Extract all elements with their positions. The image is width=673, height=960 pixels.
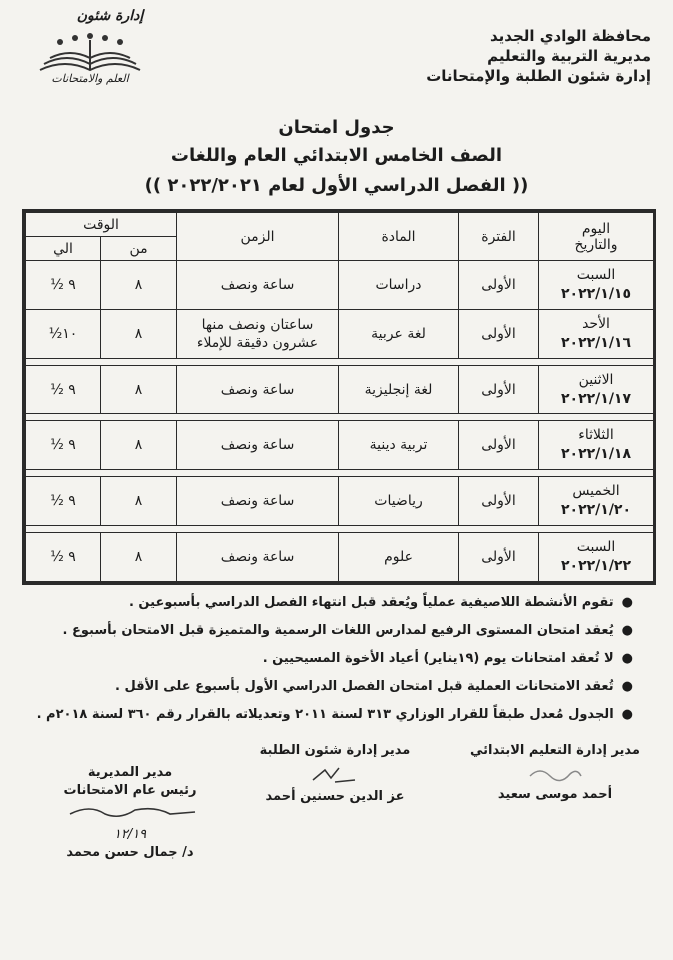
signature-role: مدير المديرية bbox=[87, 765, 173, 780]
separator-cell bbox=[26, 526, 654, 533]
note-text: الجدول مُعدل طبقاً للقرار الوزاري ٣١٣ لسنة ٢٠١١ وتعديلاته بالقرار رقم ٣٦٠ لسنة ٢٠١٨م . bbox=[36, 707, 614, 722]
page-title: جدول امتحان bbox=[278, 117, 395, 138]
subject-cell: لغة عربية bbox=[339, 309, 459, 358]
day-label: الخميس bbox=[572, 483, 620, 500]
table-header-row bbox=[26, 213, 654, 237]
term-title: (( الفصل الدراسي الأول لعام ٢٠٢٢/٢٠٢١ )) bbox=[144, 175, 529, 196]
bullet-icon: ● bbox=[621, 679, 633, 694]
bullet-icon: ● bbox=[621, 707, 633, 722]
day-date-cell bbox=[539, 365, 654, 414]
governorate-line: محافظة الوادي الجديد bbox=[489, 27, 651, 45]
note-text: تُعقد الامتحانات العملية قبل امتحان الفصل الدراسي الأول بأسبوع على الأقل . bbox=[115, 679, 614, 694]
table-row bbox=[26, 421, 654, 470]
date-label: ٢٠٢٢/١/١٨ bbox=[560, 446, 632, 463]
duration-label: ساعة ونصف bbox=[220, 381, 295, 398]
duration-cell bbox=[177, 421, 339, 470]
day-label: الأحد bbox=[582, 315, 610, 332]
duration-cell bbox=[177, 477, 339, 526]
to-cell: ١٠½ bbox=[26, 309, 101, 358]
signature-name: أحمد موسى سعيد bbox=[497, 787, 613, 802]
to-cell: ٩ ½ bbox=[26, 421, 101, 470]
duration-label: ساعة ونصف bbox=[220, 437, 295, 454]
duration-label: ساعتان ونصف منها bbox=[201, 316, 314, 333]
list-item bbox=[33, 678, 633, 696]
signature-scribble-icon bbox=[60, 802, 200, 824]
to-cell: ٩ ½ bbox=[26, 365, 101, 414]
list-item bbox=[33, 594, 633, 612]
signature-directorate bbox=[40, 764, 220, 862]
row-separator bbox=[26, 358, 654, 365]
date-label: ٢٠٢٢/١/١٦ bbox=[560, 334, 632, 351]
duration-label: ساعة ونصف bbox=[220, 549, 295, 566]
from-cell: ٨ bbox=[101, 421, 177, 470]
title-block bbox=[0, 115, 673, 199]
duration-cell bbox=[177, 309, 339, 358]
day-label: الثلاثاء bbox=[578, 427, 614, 444]
period-cell: الأولى bbox=[459, 365, 539, 414]
subject-cell: تربية دينية bbox=[339, 421, 459, 470]
note-text: تقوم الأنشطة اللاصيفية عملياً ويُعقد قبل انتهاء الفصل الدراسي بأسبوعين . bbox=[128, 595, 614, 610]
period-cell: الأولى bbox=[459, 533, 539, 582]
header-from: من bbox=[101, 237, 177, 261]
bullet-icon: ● bbox=[621, 595, 633, 610]
table-row bbox=[26, 533, 654, 582]
separator-cell bbox=[26, 414, 654, 421]
subject-cell: علوم bbox=[339, 533, 459, 582]
subject-cell: دراسات bbox=[339, 261, 459, 310]
day-label: السبت bbox=[576, 266, 616, 283]
note-text: لا تُعقد امتحانات يوم (١٩يناير) أعياد الأخوة المسيحيين . bbox=[262, 651, 614, 666]
from-cell: ٨ bbox=[101, 309, 177, 358]
note-text: يُعقد امتحان المستوى الرفيع لمدارس اللغات الرسمية والمتميزة قبل الامتحان بأسبوع . bbox=[62, 623, 614, 638]
date-label: ٢٠٢٢/١/١٥ bbox=[560, 285, 632, 302]
duration-label: ساعة ونصف bbox=[220, 276, 295, 293]
directorate-line: مديرية التربية والتعليم bbox=[487, 47, 651, 65]
header-period: الفترة bbox=[459, 213, 539, 261]
to-cell: ٩ ½ bbox=[26, 477, 101, 526]
period-cell: الأولى bbox=[459, 261, 539, 310]
subject-cell: رياضيات bbox=[339, 477, 459, 526]
row-separator bbox=[26, 470, 654, 477]
row-separator bbox=[26, 526, 654, 533]
date-label: ٢٠٢٢/١/١٧ bbox=[560, 390, 632, 407]
list-item bbox=[33, 650, 633, 668]
duration-cell bbox=[177, 365, 339, 414]
day-date-cell bbox=[539, 261, 654, 310]
day-label: الاثنين bbox=[578, 371, 614, 388]
logo bbox=[20, 8, 160, 93]
from-cell: ٨ bbox=[101, 533, 177, 582]
from-cell: ٨ bbox=[101, 261, 177, 310]
row-separator bbox=[26, 414, 654, 421]
duration-cell bbox=[177, 533, 339, 582]
signature-student-affairs bbox=[230, 742, 440, 806]
header-date: والتاريخ bbox=[574, 236, 618, 253]
logo-top-text: إدارة شئون bbox=[76, 8, 144, 24]
administration-line: إدارة شئون الطلبة والإمتحانات bbox=[426, 67, 651, 85]
signature-name: د/ جمال حسن محمد bbox=[66, 845, 194, 860]
period-cell: الأولى bbox=[459, 309, 539, 358]
header-block bbox=[411, 26, 651, 86]
table-row bbox=[26, 309, 654, 358]
separator-cell bbox=[26, 358, 654, 365]
duration-label: ساعة ونصف bbox=[220, 493, 295, 510]
table-row bbox=[26, 477, 654, 526]
table-row bbox=[26, 365, 654, 414]
date-label: ٢٠٢٢/١/٢٢ bbox=[560, 558, 632, 575]
table-row bbox=[26, 261, 654, 310]
signature-role: رئيس عام الامتحانات bbox=[63, 783, 197, 798]
day-date-cell bbox=[539, 533, 654, 582]
header-time: الوقت bbox=[26, 213, 177, 237]
bullet-icon: ● bbox=[621, 623, 633, 638]
day-date-cell bbox=[539, 309, 654, 358]
from-cell: ٨ bbox=[101, 365, 177, 414]
signature-name: عز الدين حسنين أحمد bbox=[265, 789, 405, 804]
period-cell: الأولى bbox=[459, 477, 539, 526]
signature-primary-education bbox=[455, 742, 655, 804]
to-cell: ٩ ½ bbox=[26, 261, 101, 310]
header-subject: المادة bbox=[339, 213, 459, 261]
signature-date: ١٢/١٩ bbox=[113, 827, 147, 842]
duration-cell bbox=[177, 261, 339, 310]
header-day: اليوم bbox=[581, 220, 611, 237]
date-label: ٢٠٢٢/١/٢٠ bbox=[560, 502, 632, 519]
duration-label: عشرون دقيقة للإملاء bbox=[196, 334, 319, 351]
notes-list bbox=[33, 594, 633, 734]
header-duration: الزمن bbox=[177, 213, 339, 261]
to-cell: ٩ ½ bbox=[26, 533, 101, 582]
bullet-icon: ● bbox=[621, 651, 633, 666]
from-cell: ٨ bbox=[101, 477, 177, 526]
logo-bottom-text: العلم والامتحانات bbox=[51, 72, 129, 85]
day-label: السبت bbox=[576, 539, 616, 556]
signature-scribble-icon bbox=[525, 762, 585, 784]
day-date-cell bbox=[539, 477, 654, 526]
subject-cell: لغة إنجليزية bbox=[339, 365, 459, 414]
exam-schedule-table bbox=[22, 209, 656, 585]
day-date-cell bbox=[539, 421, 654, 470]
header-day-date bbox=[539, 213, 654, 261]
book-emblem-icon bbox=[30, 30, 150, 80]
header-to: الي bbox=[26, 237, 101, 261]
signature-role: مدير إدارة شئون الطلبة bbox=[259, 743, 411, 758]
period-cell: الأولى bbox=[459, 421, 539, 470]
signature-scribble-icon bbox=[305, 762, 365, 786]
signature-role: مدير إدارة التعليم الابتدائي bbox=[470, 743, 640, 758]
separator-cell bbox=[26, 470, 654, 477]
grade-title: الصف الخامس الابتدائي العام واللغات bbox=[170, 145, 503, 166]
list-item bbox=[33, 706, 633, 724]
list-item bbox=[33, 622, 633, 640]
